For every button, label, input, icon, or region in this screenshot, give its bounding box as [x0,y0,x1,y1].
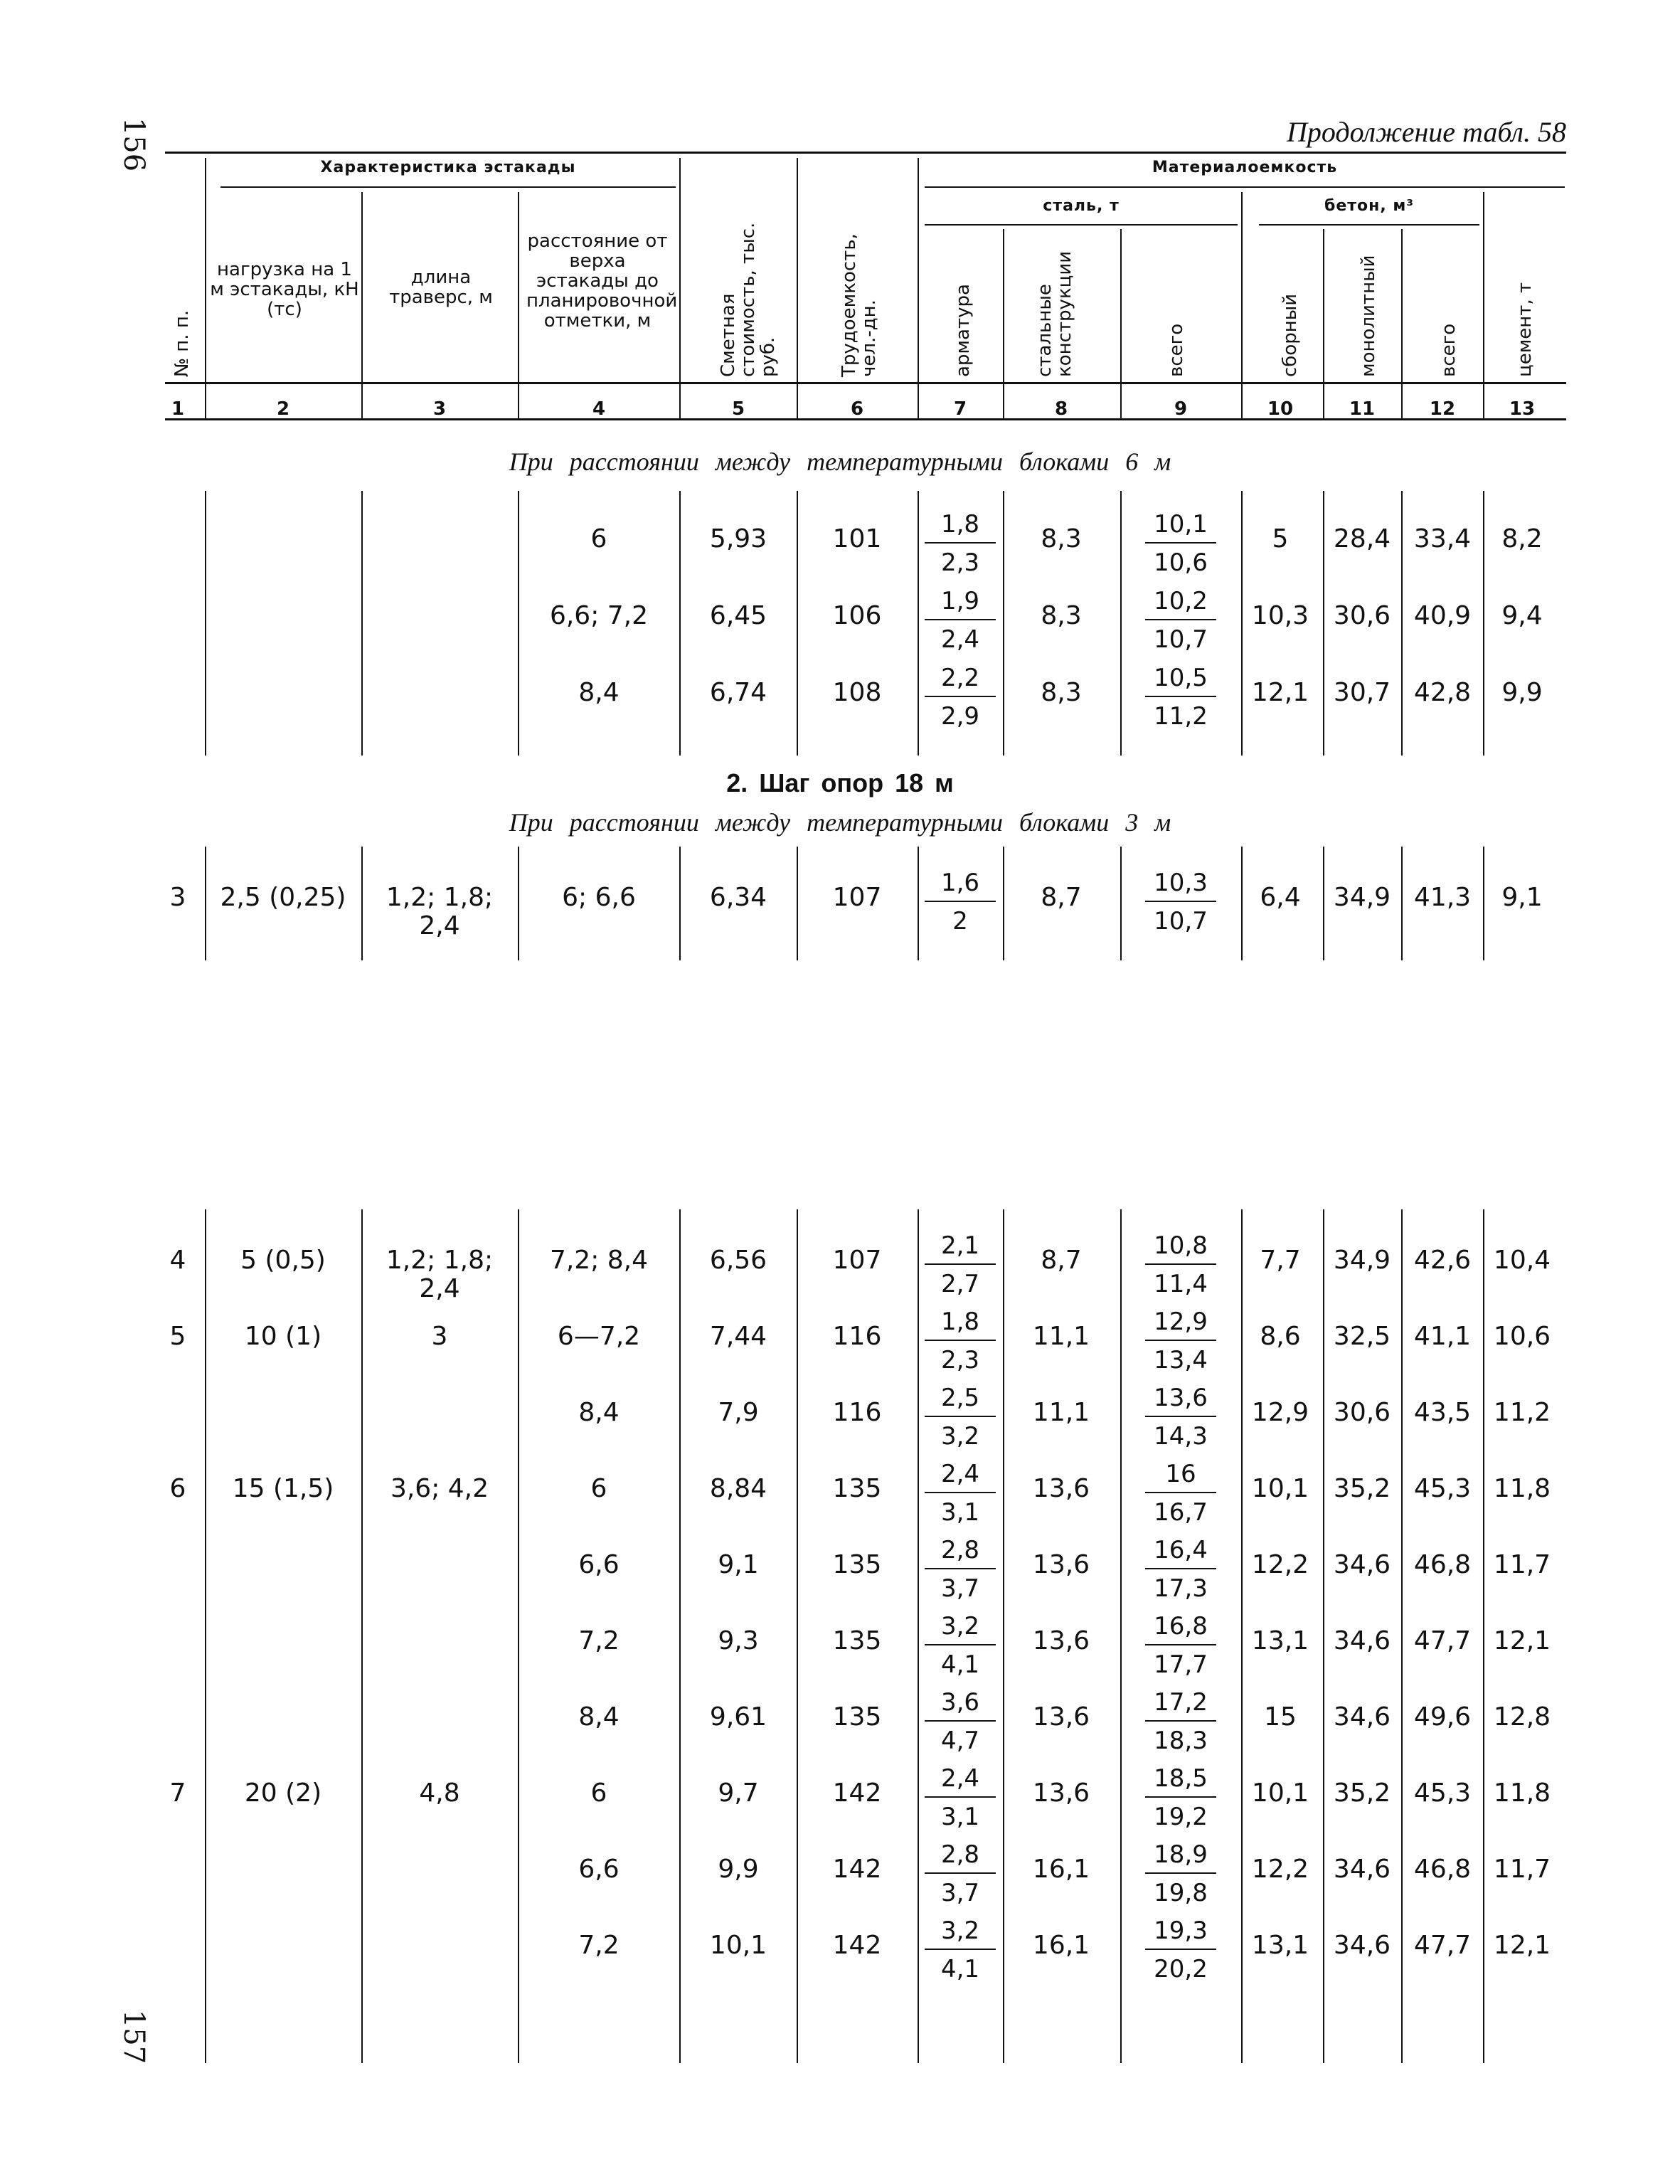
cell-rebar-numerator: 2,8 [925,1841,996,1874]
column-number: 10 [1267,398,1294,420]
cell-rebar-denominator: 3,1 [940,1498,980,1527]
cell-steel-total-denominator: 19,2 [1154,1803,1208,1831]
cell-precast: 7,7 [1260,1246,1301,1275]
cell-cement: 11,2 [1493,1398,1551,1427]
cell-steel-total [1145,869,1216,935]
column-number: 6 [850,398,864,420]
cell-cement: 12,1 [1493,1931,1551,1960]
cell-steel-total [1145,1537,1216,1602]
cell-load: 20 (2) [244,1779,322,1808]
cell-steel-struct: 11,1 [1032,1398,1090,1427]
cell-monolithic: 35,2 [1333,1474,1391,1503]
header-rebar: арматура [952,284,974,377]
cell-height: 6 [590,1474,607,1503]
cell-steel-total-denominator: 16,7 [1154,1498,1208,1527]
cell-concrete-total: 43,5 [1413,1398,1472,1427]
page-number-right: 157 [117,2009,151,2064]
cell-concrete-total: 47,7 [1413,1931,1472,1960]
header-vrule [205,158,206,418]
cell-steel-total-numerator: 17,2 [1145,1689,1216,1722]
cell-cost: 7,44 [709,1322,767,1351]
cell-rebar [925,1384,996,1450]
char-group-rule [220,186,676,188]
header-load: нагрузка на 1 м эстакады, кН (тс) [210,259,359,320]
cell-labor: 108 [832,678,882,707]
cell-cement: 11,7 [1493,1855,1551,1884]
cell-steel-total-denominator: 10,7 [1154,907,1208,935]
header-steel-struct: стальные конструкции [1034,250,1075,377]
cell-steel-total-denominator: 20,2 [1154,1955,1208,1983]
cell-cement: 11,7 [1493,1550,1551,1579]
column-rule [361,491,363,756]
cell-monolithic: 30,6 [1333,1398,1391,1427]
cell-monolithic: 30,6 [1333,601,1391,630]
cell-rebar-denominator: 3,1 [940,1803,980,1831]
cell-steel-total-numerator: 13,6 [1145,1384,1216,1417]
cell-steel-total-numerator: 10,1 [1145,511,1216,544]
cell-cost: 9,1 [718,1550,759,1579]
cell-cement: 9,1 [1501,883,1543,912]
cell-rebar [925,1232,996,1298]
header-num: № п. п. [171,309,193,377]
cell-steel-total-denominator: 10,7 [1154,625,1208,654]
cell-concrete-total: 41,1 [1413,1322,1472,1351]
cell-rebar [925,511,996,576]
cell-concrete-total: 49,6 [1413,1702,1472,1732]
cell-cement: 11,8 [1493,1779,1551,1808]
cell-rebar-denominator: 2,3 [940,1346,980,1374]
cell-precast: 5 [1272,524,1289,553]
cell-steel-total [1145,664,1216,730]
cell-rebar [925,1689,996,1754]
continuation-title: Продолжение табл. 58 [1286,116,1566,148]
cell-cost: 8,84 [709,1474,767,1503]
cell-concrete-total: 47,7 [1413,1626,1472,1655]
cell-monolithic: 30,7 [1333,678,1391,707]
cell-steel-struct: 16,1 [1032,1855,1090,1884]
header-labor: Трудоемкость, чел.-дн. [839,233,880,377]
cell-rebar-denominator: 2,7 [940,1270,980,1298]
cell-rebar [925,869,996,935]
material-group-rule [925,186,1565,188]
cell-labor: 135 [832,1702,882,1732]
cell-height: 6; 6,6 [562,883,636,912]
cell-steel-total-denominator: 18,3 [1154,1727,1208,1755]
cell-steel-struct: 8,7 [1041,883,1082,912]
cell-steel-total [1145,588,1216,653]
section-caption-1: При расстоянии между температурными блоками 6 м [509,447,1171,476]
cell-rebar-denominator: 4,7 [940,1727,980,1755]
cell-cement: 10,6 [1493,1322,1551,1351]
cell-cost: 10,1 [709,1931,767,1960]
cell-steel-total-numerator: 16,4 [1145,1537,1216,1569]
cell-monolithic: 34,6 [1333,1702,1391,1732]
cell-labor: 107 [832,1246,882,1275]
cell-height: 7,2 [578,1931,620,1960]
header-vrule [1120,229,1122,418]
cell-cement: 12,1 [1493,1626,1551,1655]
cell-monolithic: 34,6 [1333,1931,1391,1960]
cell-steel-struct: 13,6 [1032,1626,1090,1655]
header-vrule [1241,192,1243,418]
cell-steel-struct: 8,3 [1041,524,1082,553]
cell-rebar [925,1917,996,1983]
cell-cost: 6,56 [709,1246,767,1275]
cell-rebar-denominator: 4,1 [940,1955,980,1983]
cell-precast: 12,1 [1251,678,1309,707]
column-rule [361,1209,363,2063]
cell-concrete-total: 45,3 [1413,1779,1472,1808]
cell-cost: 7,9 [718,1398,759,1427]
cell-height: 6,6; 7,2 [549,601,649,630]
cell-rebar-denominator: 2,9 [940,702,980,731]
header-length: длина траверс, м [389,267,493,308]
cell-rebar-numerator: 1,6 [925,869,996,902]
cell-labor: 135 [832,1474,882,1503]
steel-group-rule [925,224,1238,226]
cell-cost: 9,7 [718,1779,759,1808]
header-vrule [797,158,798,418]
cell-concrete-total: 42,6 [1413,1246,1472,1275]
cell-cement: 9,4 [1501,601,1543,630]
section-title-2: 2. Шаг опор 18 м [726,768,954,797]
cell-labor: 116 [832,1398,882,1427]
cell-number: 6 [169,1474,186,1503]
cell-steel-struct: 8,7 [1041,1246,1082,1275]
page-number-left: 156 [117,117,151,172]
cell-steel-struct: 13,6 [1032,1474,1090,1503]
cell-labor: 142 [832,1855,882,1884]
header-vrule [1323,229,1324,418]
cell-cost: 9,61 [709,1702,767,1732]
cell-height: 6,6 [578,1855,620,1884]
cell-concrete-total: 46,8 [1413,1855,1472,1884]
cell-load: 2,5 (0,25) [220,883,346,912]
column-number: 7 [953,398,967,420]
cell-steel-total-numerator: 19,3 [1145,1917,1216,1950]
cell-monolithic: 28,4 [1333,524,1391,553]
cell-labor: 135 [832,1550,882,1579]
cell-concrete-total: 42,8 [1413,678,1472,707]
cell-rebar-numerator: 2,4 [925,1461,996,1493]
cell-steel-total [1145,1841,1216,1907]
cell-concrete-total: 33,4 [1413,524,1472,553]
cell-rebar-numerator: 1,9 [925,588,996,620]
cell-concrete-total: 45,3 [1413,1474,1472,1503]
cell-height: 6—7,2 [557,1322,641,1351]
cell-labor: 101 [832,524,882,553]
cell-number: 5 [169,1322,186,1351]
cell-rebar-numerator: 2,5 [925,1384,996,1417]
cell-steel-total-denominator: 11,2 [1154,702,1208,731]
cell-steel-total [1145,1613,1216,1678]
cell-height: 6 [590,524,607,553]
cell-rebar-denominator: 3,7 [940,1879,980,1907]
header-vrule [1401,229,1403,418]
header-bottom-rule [165,382,1566,384]
cell-rebar-numerator: 2,1 [925,1232,996,1265]
cell-steel-total [1145,1308,1216,1374]
cell-steel-struct: 8,3 [1041,601,1082,630]
cell-traverse-length: 3 [431,1322,448,1351]
cell-steel-total-numerator: 10,3 [1145,869,1216,902]
cell-steel-total-numerator: 10,2 [1145,588,1216,620]
cell-rebar-denominator: 2,4 [940,625,980,654]
cell-rebar [925,1613,996,1678]
cell-steel-total-denominator: 17,7 [1154,1650,1208,1679]
cell-concrete-total: 41,3 [1413,883,1472,912]
cell-monolithic: 34,6 [1333,1855,1391,1884]
column-number: 8 [1054,398,1068,420]
cell-height: 6,6 [578,1550,620,1579]
cell-steel-total-numerator: 10,8 [1145,1232,1216,1265]
cell-steel-struct: 13,6 [1032,1550,1090,1579]
cell-rebar-numerator: 2,2 [925,664,996,697]
cell-rebar-numerator: 3,2 [925,1613,996,1645]
header-material: Материалоемкость [1152,159,1338,176]
cell-height: 6 [590,1779,607,1808]
cell-labor: 106 [832,601,882,630]
header-steel-total: всего [1166,323,1187,377]
cell-monolithic: 34,9 [1333,883,1391,912]
cell-cement: 10,4 [1493,1246,1551,1275]
cell-concrete-total: 40,9 [1413,601,1472,630]
cell-rebar-numerator: 1,8 [925,1308,996,1341]
column-number: 2 [276,398,290,420]
cell-number: 7 [169,1779,186,1808]
column-number: 5 [731,398,745,420]
cell-steel-struct: 13,6 [1032,1779,1090,1808]
cell-height: 7,2 [578,1626,620,1655]
header-vrule [1003,229,1004,418]
cell-cement: 9,9 [1501,678,1543,707]
cell-concrete-total: 46,8 [1413,1550,1472,1579]
cell-steel-struct: 8,3 [1041,678,1082,707]
column-rule [518,847,519,960]
cell-rebar-denominator: 2,3 [940,548,980,577]
cell-steel-struct: 13,6 [1032,1702,1090,1732]
cell-cost: 6,34 [709,883,767,912]
cell-precast: 10,1 [1251,1779,1309,1808]
cell-traverse-length: 1,2; 1,8; 2,4 [386,1246,494,1303]
cell-monolithic: 34,6 [1333,1626,1391,1655]
header-vrule [679,158,681,418]
cell-rebar [925,1308,996,1374]
cell-steel-total-numerator: 16,8 [1145,1613,1216,1645]
cell-precast: 8,6 [1260,1322,1301,1351]
header-cement: цемент, т [1514,282,1536,377]
cell-cost: 6,74 [709,678,767,707]
cell-steel-total-denominator: 19,8 [1154,1879,1208,1907]
cell-cost: 6,45 [709,601,767,630]
cell-labor: 107 [832,883,882,912]
cell-precast: 10,1 [1251,1474,1309,1503]
header-char: Характеристика эстакады [320,159,576,176]
cell-traverse-length: 4,8 [419,1779,460,1808]
cell-steel-total-denominator: 14,3 [1154,1422,1208,1451]
cell-steel-total [1145,1689,1216,1754]
cell-rebar [925,664,996,730]
cell-rebar [925,1765,996,1830]
cell-rebar-numerator: 3,2 [925,1917,996,1950]
cell-steel-total-numerator: 12,9 [1145,1308,1216,1341]
column-rule [518,1209,519,2063]
cell-rebar-numerator: 3,6 [925,1689,996,1722]
cell-height: 8,4 [578,1398,620,1427]
cell-steel-total [1145,511,1216,576]
header-steel: сталь, т [1043,197,1120,215]
cell-steel-total [1145,1765,1216,1830]
cell-precast: 12,2 [1251,1550,1309,1579]
column-number: 13 [1509,398,1536,420]
cell-load: 5 (0,5) [240,1246,326,1275]
cell-monolithic: 34,6 [1333,1550,1391,1579]
cell-cost: 5,93 [709,524,767,553]
cell-cost: 9,9 [718,1855,759,1884]
cell-load: 10 (1) [244,1322,322,1351]
cell-monolithic: 35,2 [1333,1779,1391,1808]
cell-precast: 10,3 [1251,601,1309,630]
cell-steel-struct: 16,1 [1032,1931,1090,1960]
cell-steel-total-denominator: 10,6 [1154,548,1208,577]
cell-rebar-numerator: 1,8 [925,511,996,544]
cell-labor: 142 [832,1931,882,1960]
concrete-group-rule [1259,224,1479,226]
cell-steel-struct: 11,1 [1032,1322,1090,1351]
cell-labor: 142 [832,1779,882,1808]
cell-steel-total-denominator: 13,4 [1154,1346,1208,1374]
column-number: 3 [432,398,447,420]
header-top-rule [165,152,1566,154]
cell-monolithic: 32,5 [1333,1322,1391,1351]
column-number: 4 [592,398,606,420]
cell-cost: 9,3 [718,1626,759,1655]
column-number: 9 [1174,398,1188,420]
header-height: расстояние от верха эстакады до планировочной отметки, м [526,230,678,332]
cell-precast: 13,1 [1251,1931,1309,1960]
cell-labor: 135 [832,1626,882,1655]
cell-rebar-denominator: 3,7 [940,1574,980,1603]
column-number: 1 [171,398,185,420]
header-vrule [1483,192,1484,418]
cell-steel-total [1145,1461,1216,1526]
cell-steel-total-denominator: 17,3 [1154,1574,1208,1603]
header-concrete-total: всего [1438,323,1460,377]
cell-number: 4 [169,1246,186,1275]
header-cost: Сметная стоимость, тыс. руб. [718,222,779,377]
cell-steel-total [1145,1232,1216,1298]
cell-height: 8,4 [578,678,620,707]
cell-precast: 12,2 [1251,1855,1309,1884]
header-vrule [518,192,519,418]
cell-height: 7,2; 8,4 [549,1246,649,1275]
cell-height: 8,4 [578,1702,620,1732]
column-rule [518,491,519,756]
cell-cement: 11,8 [1493,1474,1551,1503]
cell-steel-total [1145,1384,1216,1450]
cell-precast: 6,4 [1260,883,1301,912]
cell-load: 15 (1,5) [232,1474,334,1503]
cell-precast: 13,1 [1251,1626,1309,1655]
cell-rebar-denominator: 3,2 [940,1422,980,1451]
cell-steel-total-numerator: 18,5 [1145,1765,1216,1798]
cell-cement: 12,8 [1493,1702,1551,1732]
cell-precast: 12,9 [1251,1398,1309,1427]
column-rule [361,847,363,960]
cell-rebar-numerator: 2,4 [925,1765,996,1798]
cell-rebar [925,1537,996,1602]
column-rule [205,491,206,756]
cell-cement: 8,2 [1501,524,1543,553]
cell-monolithic: 34,9 [1333,1246,1391,1275]
cell-steel-total-numerator: 16 [1145,1461,1216,1493]
header-monolithic: монолитный [1358,255,1379,377]
column-number: 12 [1429,398,1456,420]
cell-rebar [925,1461,996,1526]
cell-labor: 116 [832,1322,882,1351]
cell-steel-total [1145,1917,1216,1983]
cell-steel-total-numerator: 18,9 [1145,1841,1216,1874]
header-vrule [361,192,363,418]
cell-number: 3 [169,883,186,912]
cell-rebar-denominator: 2 [952,907,968,935]
cell-rebar [925,588,996,653]
section-caption-2: При расстоянии между температурными блоками 3 м [509,808,1171,837]
column-number: 11 [1349,398,1376,420]
header-vrule [918,158,919,418]
header-concrete: бетон, м³ [1324,197,1414,215]
cell-rebar-denominator: 4,1 [940,1650,980,1679]
cell-steel-total-numerator: 10,5 [1145,664,1216,697]
cell-rebar [925,1841,996,1907]
cell-traverse-length: 1,2; 1,8; 2,4 [386,883,494,940]
cell-traverse-length: 3,6; 4,2 [390,1474,489,1503]
cell-rebar-numerator: 2,8 [925,1537,996,1569]
cell-precast: 15 [1264,1702,1297,1732]
header-precast: сборный [1280,293,1301,377]
cell-steel-total-denominator: 11,4 [1154,1270,1208,1298]
